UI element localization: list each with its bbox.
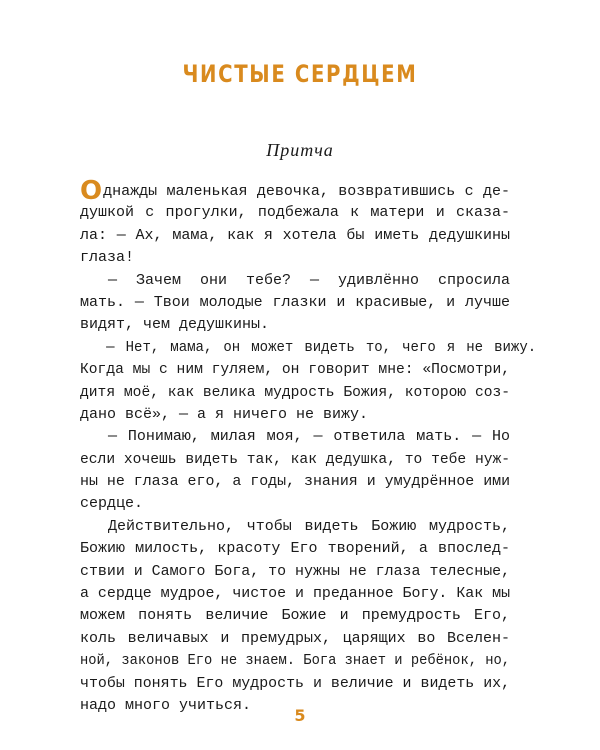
text-line: мать. — Твои молодые глазки и красивые, и лучше	[80, 293, 510, 311]
page-title: ЧИСТЫЕ СЕРДЦЕМ	[182, 60, 418, 88]
parable-text	[80, 176, 537, 717]
text-line: ны не глаза его, а годы, знания и умудрённое ими	[80, 473, 511, 491]
text-line: Действительно, чтобы видеть Божию мудрость,	[108, 517, 510, 535]
text-line: глаза!	[80, 249, 135, 267]
text-line: чтобы понять Его мудрость и величие и видеть их,	[80, 674, 511, 692]
text-line: видят, чем дедушкины.	[80, 316, 270, 334]
text-line: а сердце мудрое, чистое и преданное Богу. Как мы	[80, 585, 511, 603]
text-line: ла: — Ах, мама, как я хотела бы иметь дедушкины	[80, 226, 510, 244]
text-line: если хочешь видеть так, как дедушка, то тебе нуж-	[80, 450, 511, 468]
text-line: Однажды маленькая девочка, возвратившись с де-	[80, 176, 510, 206]
text-line: — Зачем они тебе? — удивлённо спросила	[108, 271, 510, 289]
drop-cap: О	[80, 176, 103, 206]
text-line: коль величавых и премудрых, царящих во Вселен-	[80, 629, 510, 647]
text-line: дано всё», — а я ничего не вижу.	[80, 405, 369, 423]
text-line: душкой с прогулки, подбежала к матери и сказа-	[80, 204, 510, 222]
text-line: надо много учиться.	[80, 696, 252, 714]
text-line: сердце.	[80, 495, 144, 513]
text-line: дитя моё, как велика мудрость Божия, которою соз-	[80, 383, 511, 401]
text-line: ствии и Самого Бога, то нужны не глаза телесные,	[80, 562, 511, 580]
text-line: можем понять величие Божие и премудрость Его,	[80, 607, 510, 625]
text-line: ной, законов Его не знаем. Бога знает и ребёнок, но,	[80, 652, 511, 670]
text-line: — Нет, мама, он может видеть то, чего я не вижу.	[106, 338, 537, 356]
text-line: Божию милость, красоту Его творений, а впослед-	[80, 540, 510, 558]
page-number: 5	[294, 706, 306, 725]
page-subtitle: Притча	[266, 140, 334, 160]
text-line: — Понимаю, милая моя, — ответила мать. — Но	[108, 428, 510, 446]
text-line: Когда мы с ним гуляем, он говорит мне: «Посмотри,	[80, 361, 511, 379]
